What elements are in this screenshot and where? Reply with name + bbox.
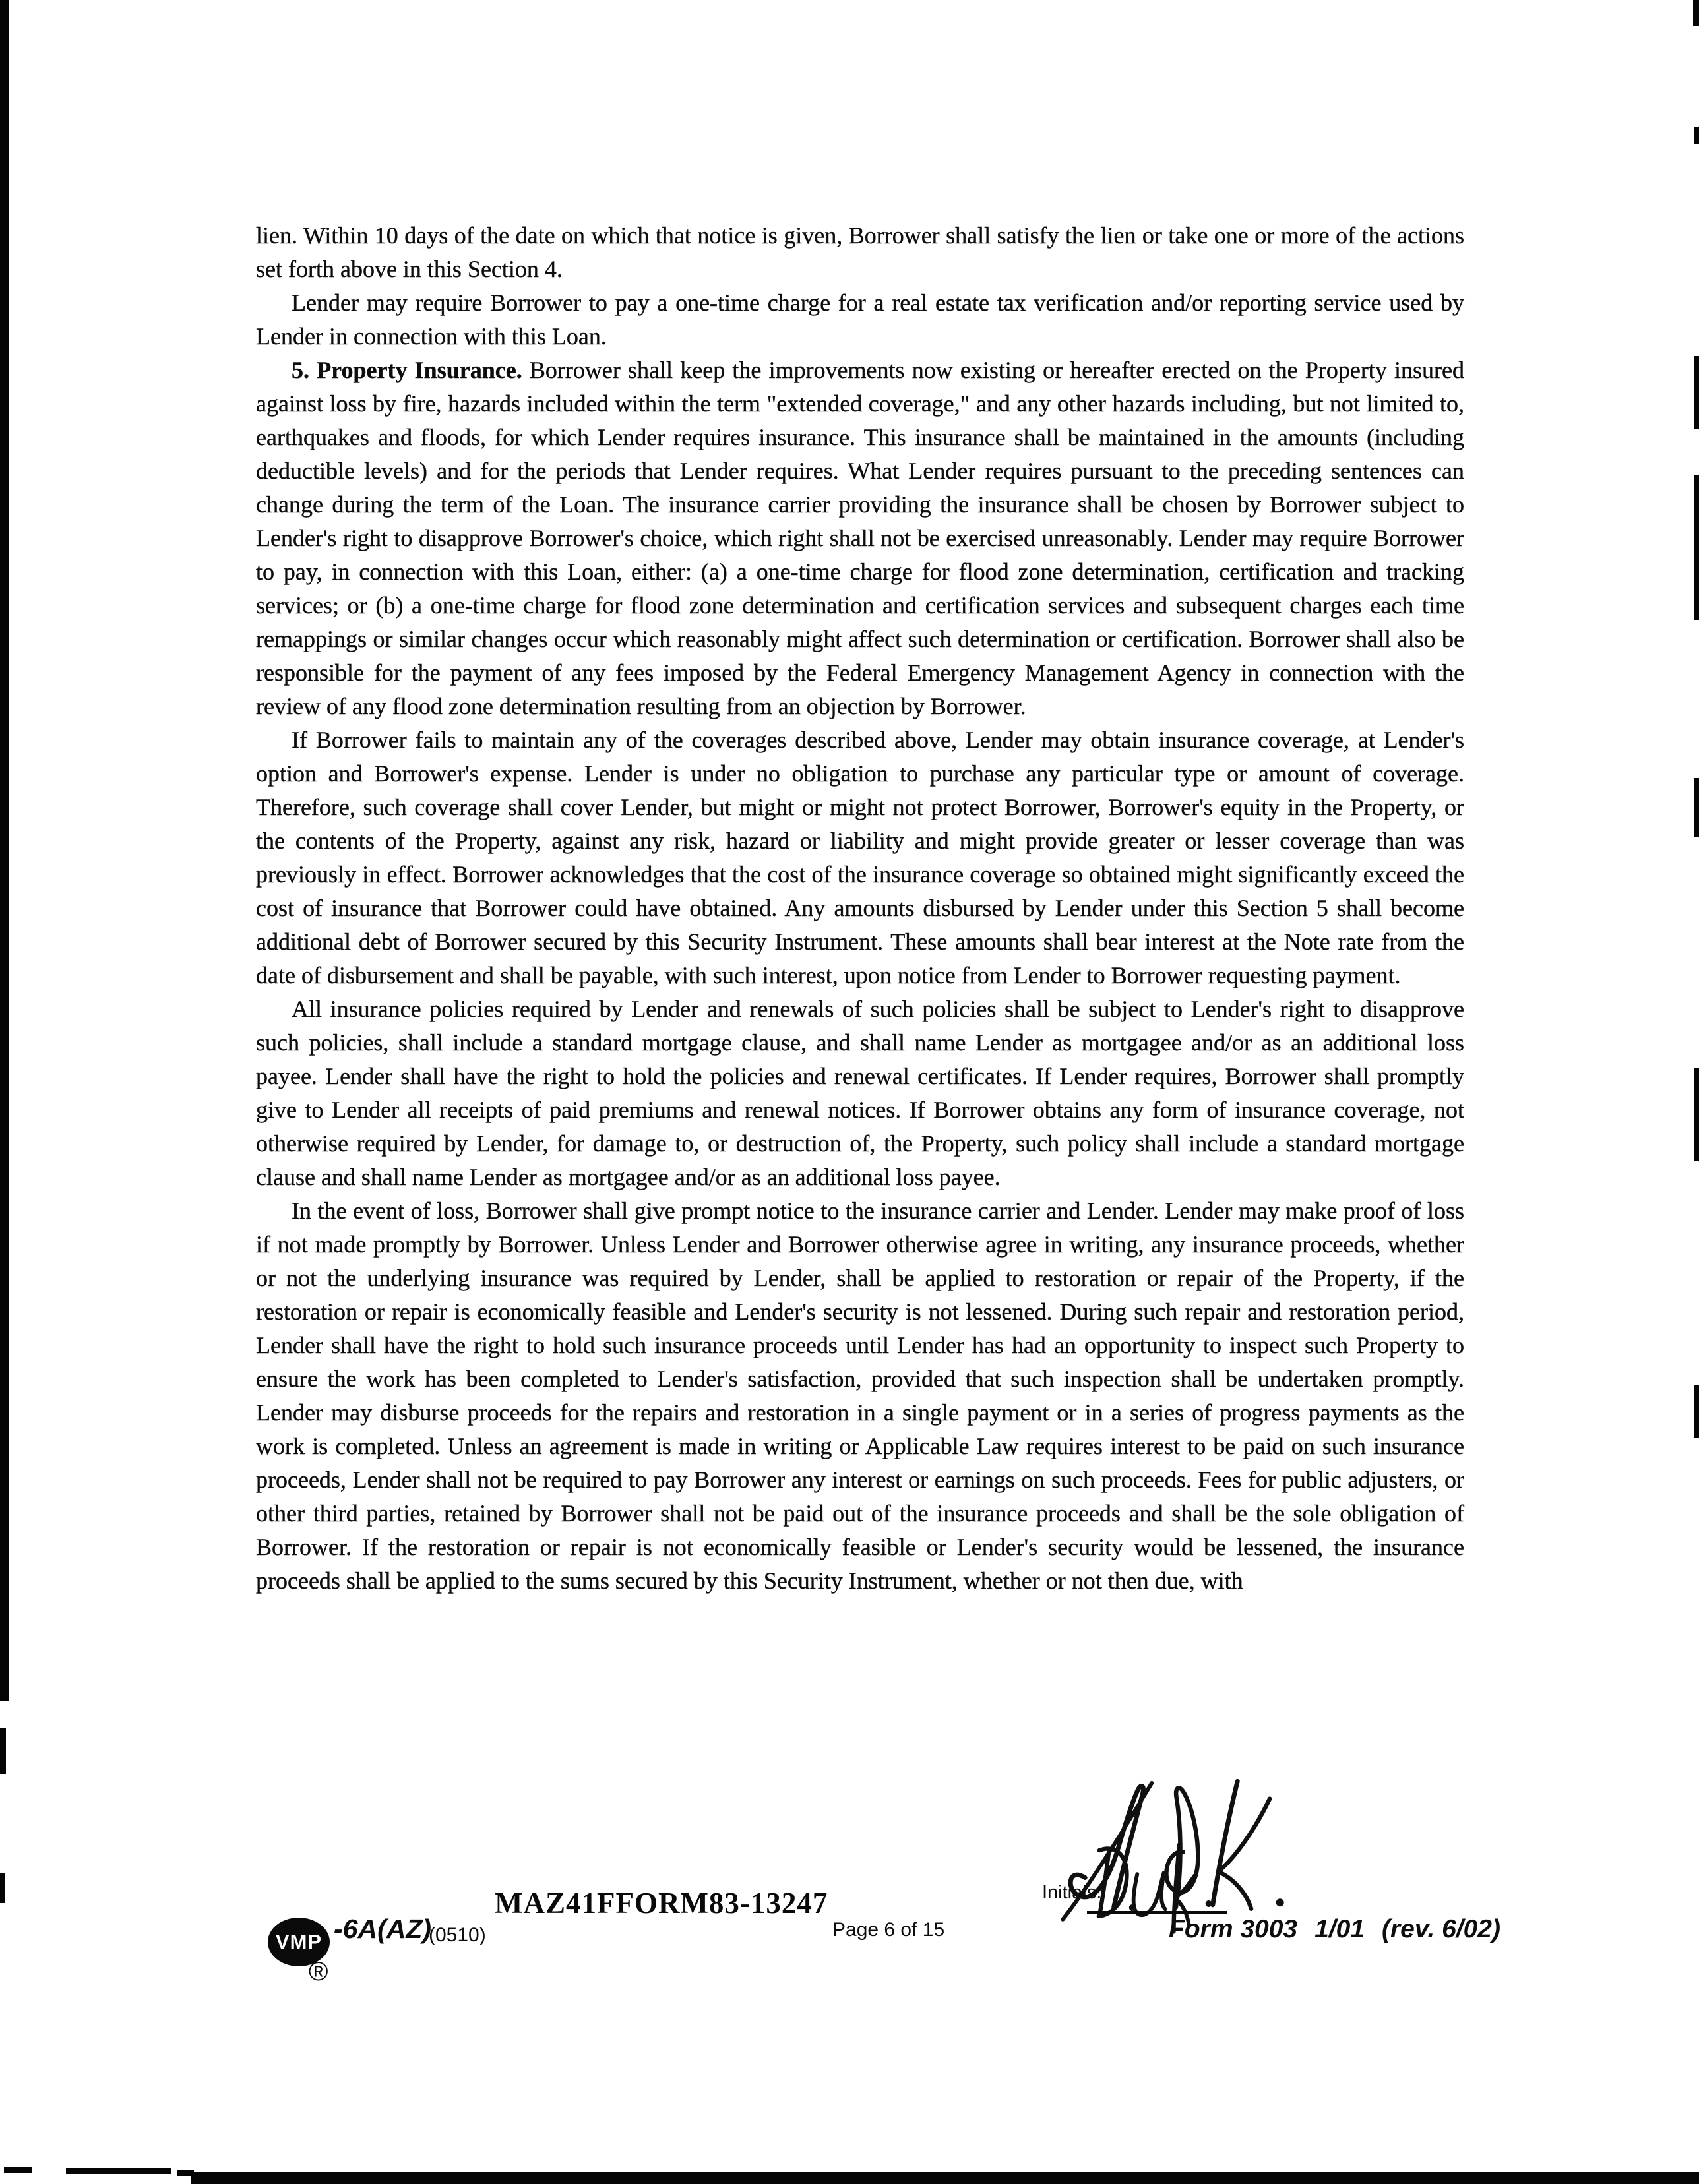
scan-edge-right-fragment bbox=[1694, 475, 1699, 620]
scan-edge-bottom-dash bbox=[4, 2167, 32, 2173]
paragraph-property-insurance bbox=[256, 353, 1464, 723]
scan-edge-bottom-dash bbox=[66, 2168, 171, 2174]
form-revision-left: (0510) bbox=[429, 1924, 486, 1946]
form-reference-number: Form 3003 bbox=[1169, 1915, 1298, 1943]
section-heading-property-insurance: 5. Property Insurance. bbox=[292, 357, 522, 383]
scan-edge-right-fragment bbox=[1694, 127, 1699, 144]
scan-edge-left-fragment bbox=[0, 1873, 5, 1903]
scan-edge-left-fragment bbox=[0, 1728, 6, 1774]
form-reference-version: 1/01 bbox=[1314, 1915, 1365, 1943]
scan-edge-right-fragment bbox=[1694, 778, 1699, 837]
registered-trademark-icon: ® bbox=[309, 1957, 328, 1986]
document-code: MAZ41FFORM83-13247 bbox=[495, 1887, 828, 1920]
scan-edge-right-fragment bbox=[1694, 356, 1699, 429]
scan-edge-bottom-bar bbox=[191, 2172, 1699, 2184]
paragraph-lien-continuation: lien. Within 10 days of the date on which that notice is given, Borrower shall satisfy the lien or take one or more of the actions set forth above in this Section 4. bbox=[256, 222, 1464, 282]
initials-underline bbox=[1087, 1911, 1227, 1914]
paragraph-one-time-charge: Lender may require Borrower to pay a one-time charge for a real estate tax verification and/or reporting service used by Lender in connection with this Loan. bbox=[256, 289, 1464, 349]
scan-edge-right-fragment bbox=[1693, 0, 1699, 26]
paragraph-event-of-loss: In the event of loss, Borrower shall give prompt notice to the insurance carrier and Lender. Lender may make proof of loss if not made promptly by Borrower. Unless Lender and Borrower otherwise agree in writing, any insurance proceeds, whether or not the underlying insurance was required by Lender, shall be applied to restoration or repair of the Property, if the restoration or repair is economically feasible and Lender's security is not lessened. During such repair and restoration period, Lender shall have the right to hold such insurance proceeds until Lender has had an opportunity to inspect such Property to ensure the work has been completed to Lender's satisfaction, provided that such inspection shall be undertaken promptly. Lender may disburse proceeds for the repairs and restoration in a single payment or in a series of progress payments as the work is completed. Unless an agreement is made in writing or Applicable Law requires interest to be paid on such insurance proceeds, Lender shall not be required to pay Borrower any interest or earnings on such proceeds. Fees for public adjusters, or other third parties, retained by Borrower shall not be paid out of the insurance proceeds and shall be the sole obligation of Borrower. If the restoration or repair is not economically feasible or Lender's security would be lessened, the insurance proceeds shall be applied to the sums secured by this Security Instrument, whether or not then due, with bbox=[256, 1198, 1464, 1594]
page-indicator: Page 6 of 15 bbox=[832, 1919, 945, 1941]
scan-edge-right-fragment bbox=[1694, 1068, 1699, 1161]
form-reference bbox=[1169, 1915, 1500, 1944]
scan-edge-bottom-dash bbox=[177, 2170, 194, 2176]
paragraph-insurance-policies: All insurance policies required by Lender and renewals of such policies shall be subject to Lender's right to disapprove such policies, shall include a standard mortgage clause, and shall name Lender as mortgagee and/or as an additional loss payee. Lender shall have the right to hold the policies and renewal certificates. If Lender requires, Borrower shall promptly give to Lender all receipts of paid premiums and renewal notices. If Borrower obtains any form of insurance coverage, not otherwise required by Lender, for damage to, or destruction of, the Property, such policy shall include a standard mortgage clause and shall name Lender as mortgagee and/or as an additional loss payee. bbox=[256, 996, 1464, 1190]
body-text bbox=[256, 219, 1464, 1598]
form-reference-revision: (rev. 6/02) bbox=[1382, 1915, 1500, 1943]
paragraph-failure-to-maintain: If Borrower fails to maintain any of the coverages described above, Lender may obtain insurance coverage, at Lender's option and Borrower's expense. Lender is under no obligation to purchase any particular type or amount of coverage. Therefore, such coverage shall cover Lender, but might or might not protect Borrower, Borrower's equity in the Property, or the contents of the Property, against any risk, hazard or liability and might provide greater or lesser coverage than was previously in effect. Borrower acknowledges that the cost of the insurance coverage so obtained might significantly exceed the cost of insurance that Borrower could have obtained. Any amounts disbursed by Lender under this Section 5 shall become additional debt of Borrower secured by this Security Instrument. These amounts shall bear interest at the Note rate from the date of disbursement and shall be payable, with such interest, upon notice from Lender to Borrower requesting payment. bbox=[256, 727, 1464, 988]
initials-label: Initials: bbox=[1042, 1882, 1102, 1903]
paragraph-property-insurance-body: Borrower shall keep the improvements now existing or hereafter erected on the Property insured against loss by fire, hazards included within the term "extended coverage," and any other hazards including, but not limited to, earthquakes and floods, for which Lender requires insurance. This insurance shall be maintained in the amounts (including deductible levels) and for the periods that Lender requires. What Lender requires pursuant to the preceding sentences can change during the term of the Loan. The insurance carrier providing the insurance shall be chosen by Borrower subject to Lender's right to disapprove Borrower's choice, which right shall not be exercised unreasonably. Lender may require Borrower to pay, in connection with this Loan, either: (a) a one-time charge for flood zone determination, certification and tracking services; or (b) a one-time charge for flood zone determination and certification services and subsequent charges each time remappings or similar changes occur which reasonably might affect such determination or certification. Borrower shall also be responsible for the payment of any fees imposed by the Federal Emergency Management Agency in connection with the review of any flood zone determination resulting from an objection by Borrower. bbox=[256, 357, 1464, 719]
vmp-logo-text: VMP bbox=[275, 1930, 323, 1953]
form-code-left: -6A(AZ) bbox=[334, 1914, 432, 1944]
scan-edge-right-fragment bbox=[1694, 1385, 1699, 1438]
scan-edge-left bbox=[0, 0, 9, 1701]
